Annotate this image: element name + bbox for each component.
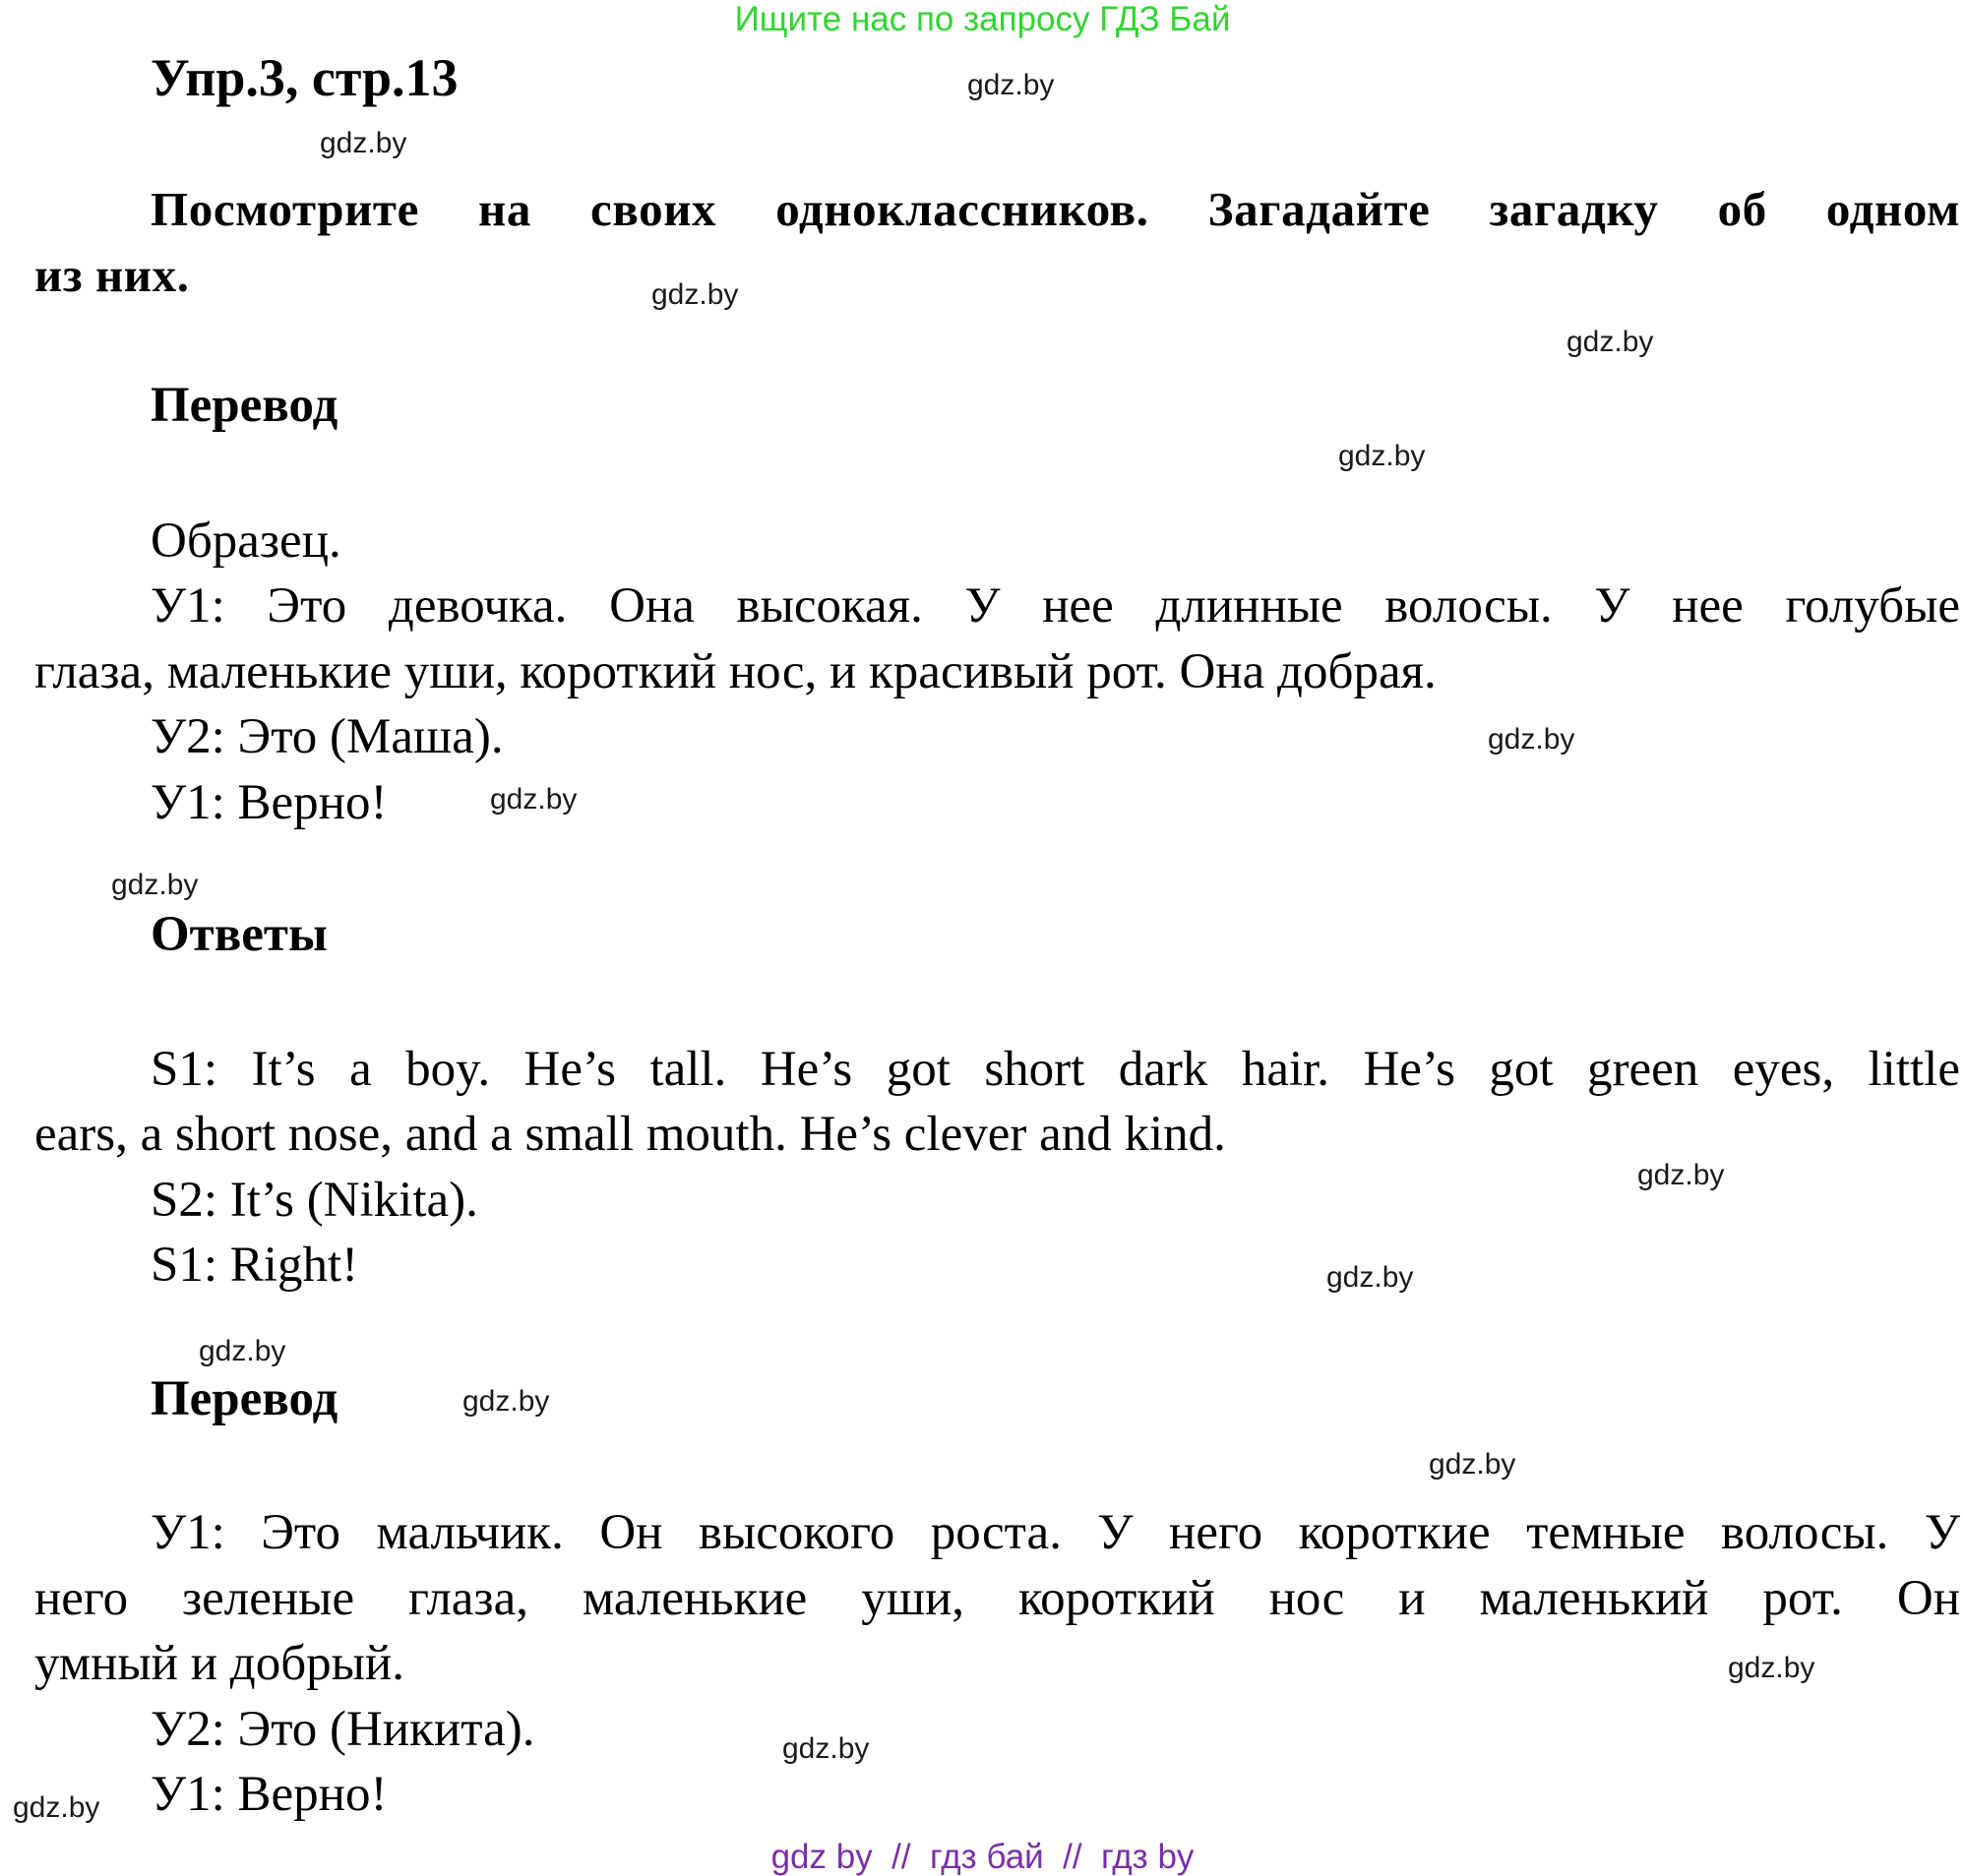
sample-s1-line-2: глаза, маленькие уши, короткий нос, и красивый рот. Она добрая. (34, 644, 1437, 699)
watermark: gdz.by (1338, 440, 1426, 472)
watermark: gdz.by (199, 1335, 286, 1367)
translation-s1-line-3: умный и добрый. (34, 1636, 404, 1691)
watermark: gdz.by (1326, 1261, 1414, 1294)
watermark: gdz.by (462, 1385, 550, 1418)
translation-heading-2: Перевод (151, 1371, 338, 1426)
instruction-line-2: из них. (34, 248, 190, 302)
translation-s1-line-1: У1: Это мальчик. Он высокого роста. У него короткие темные волосы. У (151, 1505, 1960, 1560)
watermark: gdz.by (13, 1791, 100, 1824)
watermark: gdz.by (1637, 1159, 1725, 1191)
sample-s1-end: У1: Верно! (151, 775, 388, 830)
translation-s1-line-2: него зеленые глаза, маленькие уши, короткий нос и маленький рот. Он (34, 1571, 1960, 1626)
answer-s1-end: S1: Right! (151, 1238, 359, 1293)
answers-heading: Ответы (151, 907, 328, 962)
answer-s1-line-2: ears, a short nose, and a small mouth. He’s clever and kind. (34, 1107, 1226, 1162)
bottom-banner: gdz by // гдз бай // гдз by (770, 1838, 1195, 1876)
answer-s2: S2: It’s (Nikita). (151, 1173, 478, 1228)
watermark: gdz.by (490, 783, 578, 816)
watermark: gdz.by (651, 278, 739, 311)
translation-heading-1: Перевод (151, 378, 338, 433)
watermark: gdz.by (782, 1732, 870, 1765)
watermark: gdz.by (1429, 1448, 1516, 1481)
watermark: gdz.by (320, 127, 407, 159)
top-banner: Ищите нас по запросу ГДЗ Бай (734, 0, 1231, 38)
translation-s1-end: У1: Верно! (151, 1767, 388, 1822)
page-title: Упр.3, стр.13 (151, 48, 459, 107)
sample-s2: У2: Это (Маша). (151, 709, 504, 764)
watermark: gdz.by (1566, 326, 1654, 358)
instruction-line-1: Посмотрите на своих одноклассников. Загадайте загадку об одном (151, 182, 1960, 236)
sample-label: Образец. (151, 514, 341, 569)
watermark: gdz.by (967, 69, 1055, 101)
watermark: gdz.by (1728, 1652, 1815, 1684)
watermark: gdz.by (1488, 723, 1575, 756)
sample-s1-line-1: У1: Это девочка. Она высокая. У нее длинные волосы. У нее голубые (151, 578, 1960, 634)
watermark: gdz.by (111, 869, 199, 901)
answer-s1-line-1: S1: It’s a boy. He’s tall. He’s got short dark hair. He’s got green eyes, little (151, 1042, 1960, 1097)
translation-s2: У2: Это (Никита). (151, 1702, 535, 1757)
